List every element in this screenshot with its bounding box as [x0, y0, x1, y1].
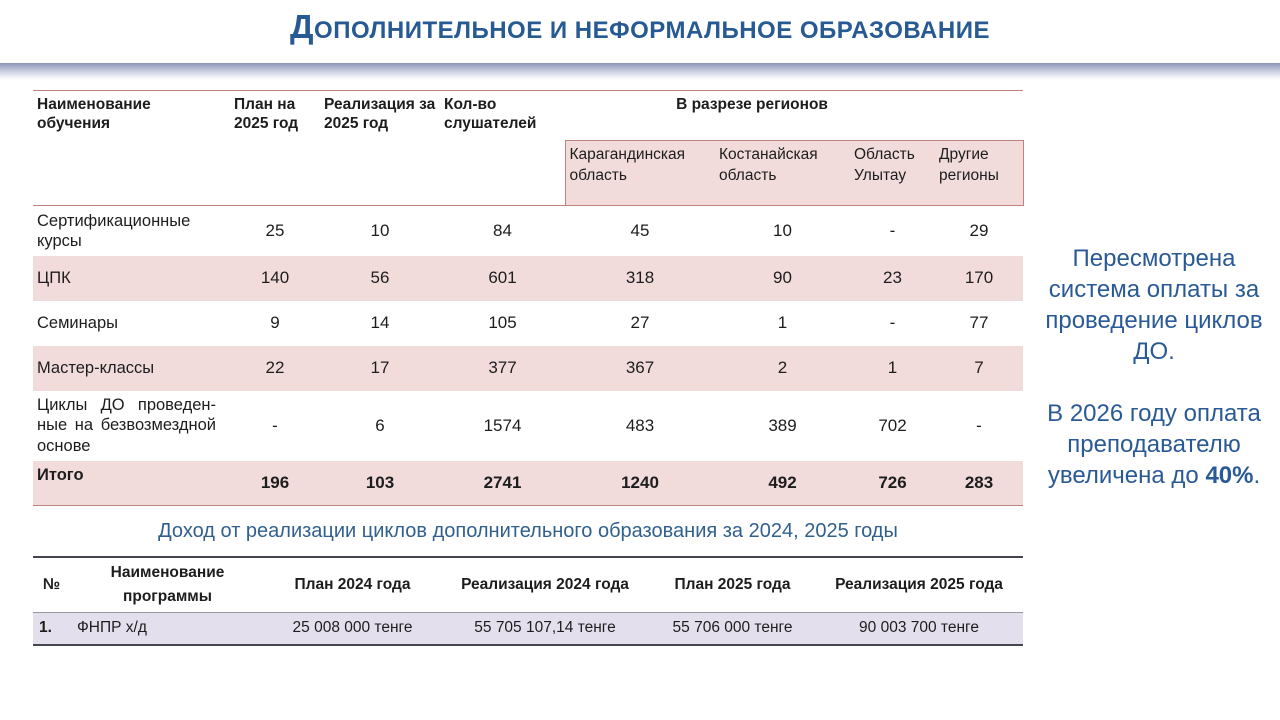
- program-name-cell: ФНПР х/д: [77, 619, 147, 637]
- table-cell: 196: [260, 472, 290, 492]
- table-cell: 77: [969, 313, 989, 332]
- column-header-listeners: Кол-во слушателей: [440, 91, 565, 206]
- table-cell: 6: [375, 415, 385, 435]
- table-cell: 283: [964, 472, 994, 492]
- table-cell: 1: [887, 358, 898, 377]
- table-cell: 140: [260, 268, 290, 287]
- row-header: Мастер-классы: [37, 358, 155, 377]
- table-cell: 483: [625, 415, 655, 435]
- title-gradient-divider: [0, 63, 1280, 80]
- table-row: [33, 391, 1023, 461]
- side-note-p2-text: В 2026 году оплата преподавателю увеличена до: [1047, 400, 1261, 489]
- table-cell: 367: [625, 358, 655, 377]
- side-note-paragraph-1: Пересмотрена система оплаты за проведение циклов ДО.: [1045, 245, 1263, 365]
- column-header-realization-2025: Реализация 2025 года: [815, 557, 1023, 612]
- column-header-ulytau-region: Область Улытау: [850, 141, 935, 206]
- column-header-number: №: [33, 557, 70, 612]
- column-header-plan-2025: План на 2025 год: [230, 91, 320, 206]
- table-header-row: [33, 91, 1023, 141]
- table-cell: 170: [964, 268, 994, 287]
- table-cell: 25 008 000 тенге: [292, 619, 413, 637]
- table-cell: 25: [265, 220, 285, 240]
- table-cell: 17: [370, 358, 390, 377]
- table-cell: 103: [365, 472, 395, 492]
- side-note: [1040, 243, 1268, 491]
- table-row: [33, 346, 1023, 391]
- column-header-plan-2025: План 2025 года: [650, 557, 815, 612]
- side-note-p2-period: .: [1253, 462, 1261, 489]
- table-cell: -: [889, 313, 896, 332]
- column-group-header-regions: В разрезе регионов: [565, 91, 1023, 141]
- table-cell: -: [976, 415, 982, 435]
- column-header-training-name: Наименование обучения: [33, 91, 230, 206]
- table-row: [33, 612, 1023, 645]
- table-cell: 10: [370, 220, 390, 240]
- column-header-plan-2024: План 2024 года: [265, 557, 440, 612]
- table-row: [33, 256, 1023, 301]
- row-number: 1.: [39, 619, 52, 637]
- table-cell: 377: [488, 358, 517, 377]
- column-header-kostanay-region: Костанайская область: [715, 141, 850, 206]
- row-header: Семинары: [37, 313, 118, 332]
- table-cell: 389: [768, 415, 797, 435]
- table-cell: 2741: [483, 472, 522, 492]
- row-header-total: Итого: [37, 465, 84, 484]
- slide-title-text: ОПОЛНИТЕЛЬНОЕ И НЕФОРМАЛЬНОЕ ОБРАЗОВАНИЕ: [314, 17, 990, 44]
- table-cell: 29: [969, 220, 989, 240]
- column-header-realization-2025: Реализация за 2025 год: [320, 91, 440, 206]
- table-cell: 2: [777, 358, 788, 377]
- table-cell: 1240: [621, 472, 659, 492]
- side-note-p2-percentage: 40%: [1205, 462, 1254, 489]
- table-cell: 84: [493, 220, 512, 240]
- table-cell: 9: [270, 313, 280, 332]
- column-header-other-regions: Другие регионы: [935, 141, 1023, 206]
- table-cell: 14: [370, 313, 390, 332]
- table-cell: 702: [878, 415, 907, 435]
- row-header: Сертификационные курсы: [37, 211, 191, 250]
- table-cell: 27: [630, 313, 650, 332]
- table-cell: 1: [777, 313, 788, 332]
- table-cell: 22: [265, 358, 285, 377]
- slide-title-lead-letter: Д: [290, 8, 315, 45]
- training-summary-table: [33, 90, 1024, 506]
- table-cell: 105: [488, 313, 517, 332]
- table-cell: 601: [488, 268, 517, 287]
- table-cell: -: [272, 415, 278, 435]
- row-header: ЦПК: [37, 268, 71, 287]
- income-table: [33, 556, 1023, 646]
- table-total-row: [33, 461, 1023, 506]
- table-header-row: [33, 557, 1023, 612]
- table-cell: 56: [370, 268, 390, 287]
- table-cell: 318: [625, 268, 655, 287]
- table-cell: -: [889, 220, 896, 240]
- row-header: Циклы ДО проведен-ные на безвозмездной основе: [37, 396, 216, 455]
- column-header-program-name: Наименование программы: [70, 557, 265, 612]
- table-cell: 55 705 107,14 тенге: [474, 619, 616, 637]
- side-note-paragraph-2: [1040, 398, 1268, 491]
- table-cell: 726: [878, 472, 907, 492]
- table-cell: 492: [768, 472, 797, 492]
- income-table-caption: Доход от реализации циклов дополнительного образования за 2024, 2025 годы: [158, 520, 898, 542]
- table-cell: 7: [974, 358, 984, 377]
- table-cell: 90: [773, 268, 792, 287]
- table-cell: 45: [630, 220, 650, 240]
- table-cell: 10: [773, 220, 792, 240]
- table-row: [33, 206, 1023, 256]
- table-cell: 90 003 700 тенге: [859, 619, 979, 637]
- table-cell: 23: [883, 268, 902, 287]
- table-cell: 1574: [483, 415, 522, 435]
- table-cell: 55 706 000 тенге: [672, 619, 793, 637]
- table-row: [33, 301, 1023, 346]
- slide-title: [0, 8, 1280, 46]
- column-header-karaganda-region: Карагандинская область: [565, 141, 715, 206]
- column-header-realization-2024: Реализация 2024 года: [440, 557, 650, 612]
